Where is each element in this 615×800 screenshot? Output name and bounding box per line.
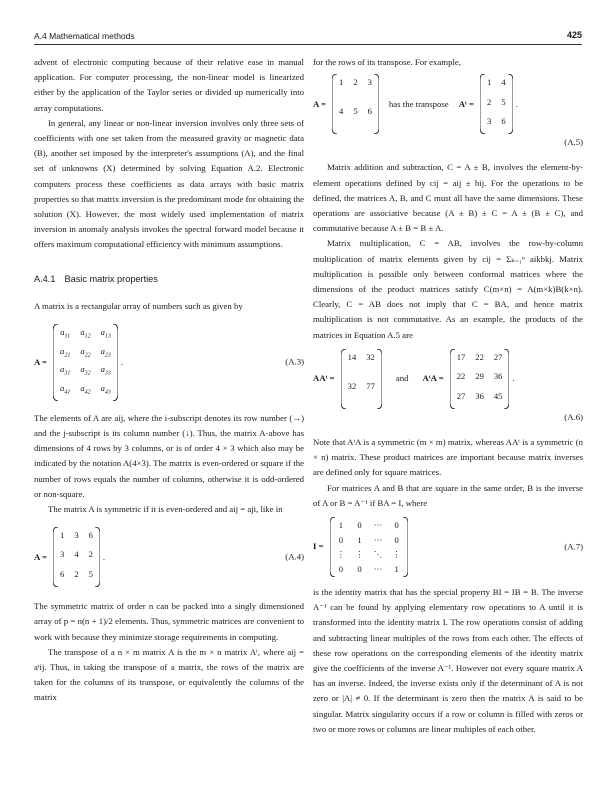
matrix-cell: 45 [493,390,503,401]
matrix-cell: $a_{43}$ [100,383,111,396]
matrix-cell: 17 [456,351,466,362]
right-bracket-icon [402,517,408,577]
right-bracket-icon [503,349,509,409]
equation-a3: A = $a_{11}$ $a_{12}$ $a_{13}$ $a_{21}$ $a_{22}$ $a_{23}$ $a_{31}$ $a_{32}$ $a_{33}$ $a_{41}$ $a_{42}$ $a_{43}$ . (A.3) [34,324,304,401]
matrix-cell: 2 [353,77,358,88]
right-paragraph-3: Matrix multiplication, C = AB, involves the row-by-column multiplication of matrix elements given by cij = Σₖ₌₁ⁿ aikbkj. Matrix multiplication is possible only between conformal matrices where the dimensions of the product matrices satisfy C(m×n) = A(m×k)B(k×n). Clearly, C = AB does not imply that C = BA, and hence matrix multiplication is not commutative. As an example, the products of the matrices in Equation A.5 are [313,238,583,340]
equation-a5-lhs: A = [313,98,327,109]
matrix-cell: 0 [394,534,399,545]
matrix-cell: 6 [60,568,65,579]
matrix-cell: 3 [74,530,79,541]
matrix-cell: 1 [338,520,344,531]
matrix-cell: 32 [366,351,375,362]
matrix-cell: 22 [456,371,466,382]
equation-a3-lhs: A = [34,356,48,367]
matrix-cell: 3 [487,115,492,126]
equation-a5-label: (A.5) [564,137,583,148]
matrix-cell: 0 [394,520,399,531]
matrix-cell: 29 [475,371,484,382]
left-column [34,55,304,706]
matrix-a7-cells [336,517,402,577]
right-bracket-icon [507,74,513,134]
left-paragraph-7: The transpose of a n × m matrix A is the m × n matrix Aᵗ, where aij = aᵗij. Thus, in taking the transpose of a matrix, the rows of the matrix are taken for the columns of its transpose, or equivalently the columns of the matrix [34,646,304,703]
right-column [313,55,583,737]
matrix-cell: ··· [373,534,383,545]
matrix-cell: 1 [60,530,65,541]
matrix-cell: 3 [367,77,372,88]
matrix-cell: 5 [501,96,506,107]
equation-a4-lhs: A = [34,551,48,562]
equation-a5-rhs: Aᵗ = [458,98,475,109]
matrix-cell: $a_{41}$ [60,383,71,396]
matrix-cell: 27 [456,390,466,401]
matrix-cell: 2 [74,568,79,579]
matrix-a6-aat-cells [347,349,376,409]
matrix-cell: $a_{21}$ [60,345,71,359]
equation-a6-lhs1: AAᵗ = [313,373,335,384]
matrix-cell: 4 [74,549,79,560]
equation-a6-label: (A.6) [564,411,583,422]
matrix-cell: ⋱ [373,549,383,560]
matrix-cell: 4 [339,106,344,117]
right-bracket-icon [94,527,100,587]
matrix-cell: 0 [338,534,344,545]
matrix-cell: 5 [353,106,358,117]
matrix-a5-a [332,74,379,134]
matrix-cell: $a_{33}$ [100,364,111,377]
matrix-cell: 32 [347,380,357,391]
right-paragraph-5: For matrices A and B that are square in the same order, B is the inverse of A or B = A⁻¹ if BA = I, where [313,482,583,508]
matrix-a5-a-cells [338,74,373,134]
running-header [34,27,582,43]
matrix-cell: ⋮ [336,549,346,560]
matrix-cell: $a_{32}$ [80,364,91,377]
matrix-cell: $a_{42}$ [80,383,91,396]
matrix-cell: 14 [347,351,357,362]
equation-a5: A = 1 2 3 4 5 6 has the transpose Aᵗ = 1 4 2 5 3 6 . [313,74,583,134]
matrix-cell: ··· [373,563,383,574]
matrix-a4-cells [59,527,94,587]
right-paragraph-6: is the identity matrix that has the special property BI = IB = B. The inverse A⁻¹ can be found by applying elementary row operations to A until it is transformed into the identity matrix I. The row operations consist of adding and subtracting linear multiples of the rows from each other. The effects of these row operations on the corresponding elements of the identity matrix give the coefficients of the inverse A⁻¹. However not every square matrix A has an inverse. Indeed, the inverse exists only if the determinant of A is not zero or |A| ≠ 0. If the determinant is zero then the matrix A is said to be singular. Matrix singularity occurs if a row or column is filled with zeros or two or more rows or columns are linear multiples of each other. [313,587,583,734]
equation-a6: AAᵗ = 14 32 32 77 and AᵗA = 17 22 27 22 29 36 27 36 45 . [313,349,583,409]
matrix-cell: 3 [60,549,65,560]
equation-a4-label: (A.4) [285,551,304,562]
left-paragraph-5: The matrix A is symmetric if it is even-ordered and aij = aji, like in [48,503,283,514]
equation-a7-lhs: I = [313,541,324,552]
matrix-cell: $a_{13}$ [100,326,111,340]
matrix-a5-at [480,74,513,134]
matrix-cell: 2 [487,96,492,107]
matrix-cell: 2 [88,549,93,560]
matrix-cell: 6 [88,530,93,541]
left-paragraph-1: advent of electronic computing because of their relative ease in manual application. For computer processing, the non-linear model is linearized either by the application of the Taylor series or divided up numerically into array computations. [34,57,304,113]
matrix-cell: 1 [487,77,492,88]
equation-a4: A = 1 3 6 3 4 2 6 2 5 . (A.4) [34,527,304,587]
right-bracket-icon [373,74,379,134]
matrix-cell: 36 [475,390,484,401]
right-paragraph-2: Matrix addition and subtraction, C = A ± B, involves the element-by-element operations defined by cij = aij ± bij. For the operations to be defined, the matrices A, B, and C must all have the same dimensions. These operations are associative because (A ± B) ± C = A ± (B ± C), and commutative because A ± B = B ± A. [313,162,583,234]
matrix-cell: ⋮ [355,549,364,560]
matrix-cell: 0 [338,563,344,574]
right-bracket-icon [376,349,382,409]
header-section-title: A.4 Mathematical methods [34,31,135,41]
left-paragraph-2: In general, any linear or non-linear inversion involves only three sets of coefficients with one set taken from the measured gravity or magnetic data (B), another set imposed by the interpreter's assumptions (A), and the final set of unknowns (X) determined by solving Equation A.2. Electronic computers process these coefficients as data arrays with basic matrix properties so that matrix inversion is the predominant mode for obtaining the solution (X). However, the most widely used implementation of matrix inversion in anomaly analysis invokes the spectral forward model because it offers maximum computational efficiency with minimum assumptions. [34,117,304,250]
section-heading [34,273,304,285]
equation-a6-lhs2: AᵗA = [422,373,444,384]
header-rule [34,44,582,45]
matrix-cell: 22 [475,351,484,362]
matrix-cell: 1 [357,534,362,545]
left-paragraph-4: The elements of A are aij, where the i-subscript denotes its row number (→) and the j-subscript is its column number (↓). Thus, the matrix A-above has dimensions of 4 rows by 3 columns, or is of order 4 × 3 which also may be indicated by the notation A(4×3). The matrix is even-ordered or square if the number of rows equals the number of columns, otherwise it is odd-ordered or non-square. [34,412,304,499]
equation-a3-label: (A.3) [285,356,304,367]
matrix-cell: $a_{23}$ [100,345,111,359]
left-paragraph-3: A matrix is a rectangular array of numbers such as given by [34,300,243,311]
matrix-cell: 6 [501,115,506,126]
right-bracket-icon [112,324,118,401]
matrix-cell: ⋮ [392,549,401,560]
matrix-cell: 1 [339,77,344,88]
section-number: A.4.1 [34,273,56,284]
page-number: 425 [566,30,582,40]
matrix-cell: 5 [88,568,93,579]
matrix-cell: 4 [501,77,506,88]
equation-a6-connector: and [395,373,409,384]
equation-a7 [313,517,583,577]
matrix-cell: 6 [367,106,372,117]
matrix-a3-cells [59,324,112,401]
right-paragraph-1: for the rows of its transpose. For example, [313,57,461,67]
right-paragraph-4: Note that AᵗA is a symmetric (m × m) matrix, whereas AAᵗ is a symmetric (n × n) matrix. These product matrices are important because matrix inverses are defined only for square matrices. [313,437,583,478]
matrix-a7 [330,517,408,577]
matrix-cell: ··· [373,520,383,531]
matrix-cell: 0 [357,520,362,531]
left-paragraph-6: The symmetric matrix of order n can be packed into a singly dimensioned array of p = n(n + 1)/2 elements. Thus, symmetric matrices are convenient to work with because they minimize storage requirements in computing. [34,601,304,642]
matrix-cell: 27 [493,351,503,362]
matrix-a3 [53,324,118,401]
section-title: Basic matrix properties [64,273,158,284]
matrix-cell: $a_{31}$ [60,364,71,377]
matrix-cell: 1 [394,563,399,574]
matrix-a5-at-cells [486,74,507,134]
equation-a5-connector: has the transpose [388,98,449,109]
matrix-a6-aat [341,349,382,409]
matrix-a6-ata [450,349,510,409]
matrix-cell: $a_{22}$ [80,345,91,359]
matrix-cell: 77 [366,380,375,391]
matrix-cell: $a_{12}$ [80,326,91,340]
matrix-a6-ata-cells [456,349,504,409]
matrix-cell: 36 [493,371,503,382]
matrix-cell: $a_{11}$ [60,326,71,340]
matrix-cell: 0 [357,563,362,574]
equation-a7-label: (A.7) [564,541,583,552]
matrix-a4 [53,527,100,587]
